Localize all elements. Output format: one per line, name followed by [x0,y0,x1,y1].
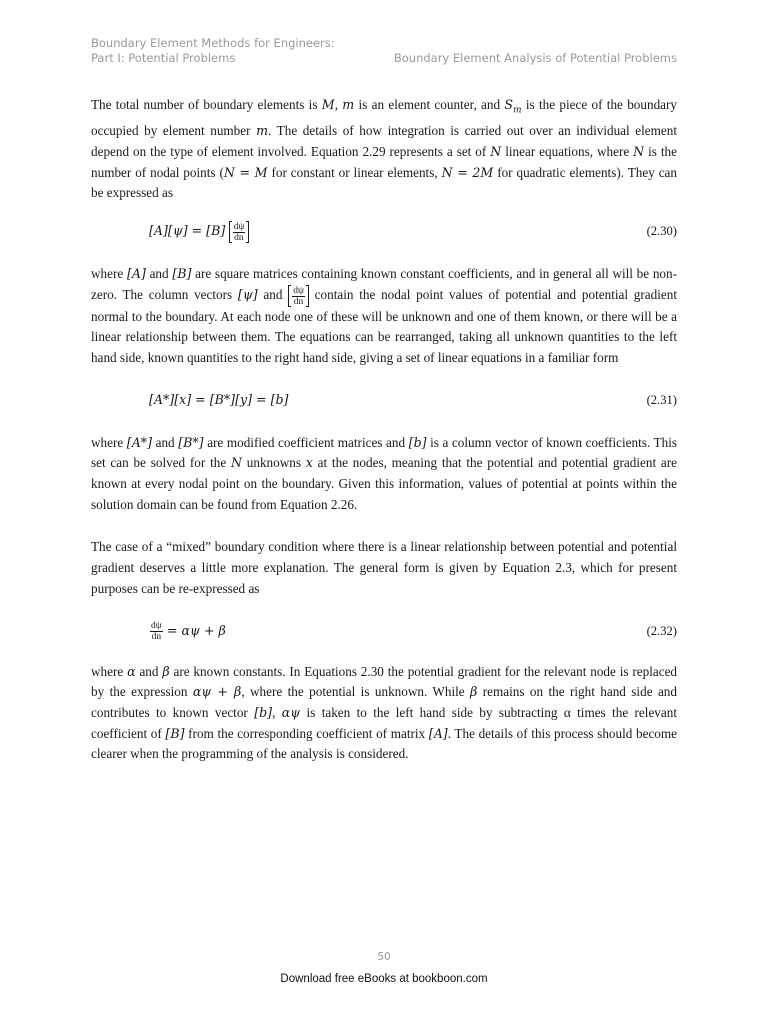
math: [A][ψ] = [B] [149,223,226,239]
math: = αψ + β [167,622,226,638]
text: , [272,705,282,720]
download-link[interactable]: Download free eBooks at bookboon.com [280,973,488,985]
text: is a column vector of known coefficients. This set can be solved for the [91,434,677,471]
math: [B] [172,266,192,282]
equation-number: (2.31) [646,392,677,407]
equation-2-30 [91,220,677,242]
text: where [91,266,127,282]
header-part: Part I: Potential Problems [91,51,236,65]
text: for quadratic elements). They can be expressed as [91,164,677,201]
math: [ψ] [237,286,258,302]
header-chapter: Boundary Element Analysis of Potential Problems [393,51,677,65]
text: at the nodes, meaning that the potential and potential gradient are known at every nodal point on the boundary. Given this information, values of potential at points within the solution domain can be found from Equation 2.26. [91,455,677,512]
text: from the corresponding coefficient of matrix [184,725,429,741]
text: and [152,434,179,450]
page-number: 50 [377,951,391,963]
math: N [633,144,645,160]
derivative-vector [288,285,309,306]
paragraph-4 [91,537,677,599]
equation-2-32 [91,620,677,642]
fraction-numerator: dψ [233,222,245,233]
equation-number: (2.30) [646,224,677,239]
page-header [91,36,677,68]
fraction-denominator: dn [234,233,244,244]
math-subscript: m [513,105,522,116]
text: is the piece of the boundary occupied by element number [91,97,678,139]
text: , [334,97,343,112]
text: is the number of nodal points ( [91,144,677,180]
fraction [150,621,163,642]
math: [b] [408,434,427,450]
fraction-numerator: dψ [151,621,162,632]
text: are known constants. In Equations 2.30 the potential gradient for the relevant node is replaced by the expression [91,663,678,700]
fraction [292,286,305,307]
math: N [490,144,502,160]
paragraph-1 [91,95,677,204]
math: [B*] [178,434,204,450]
text: are square matrices containing known constant coefficients, and in general all will be non-zero. The column vectors [91,266,678,302]
equation-2-31 [91,389,677,411]
math: N [230,455,242,471]
text: . The details of this process should become clearer when the programming of the analysis is considered. [91,725,678,762]
text: The case of a “mixed” boundary condition where there is a linear relationship between potential and potential gradient deserves a little more explanation. The general form is given by Equation 2.3, which for present purposes can be re-expressed as [91,539,677,596]
paragraph-3 [91,433,677,516]
fraction [233,222,246,243]
text: for constant or linear elements, [267,164,442,180]
math: S [504,97,514,112]
text: remains on the right hand side and contributes to known vector [91,684,677,720]
text: and [145,266,173,282]
math: β [470,684,478,700]
math: N = M [223,164,268,180]
header-book-title-block [91,36,335,66]
text: unknowns [241,455,306,471]
math: [A] [428,725,448,741]
equation-expression [149,220,249,243]
math: [A] [126,266,146,282]
math: α [127,663,136,679]
text: are modified coefficient matrices and [203,434,409,450]
text: and [257,286,289,302]
text: is an element counter, and [354,97,505,112]
fraction-denominator: dn [293,296,304,307]
header-book-title: Boundary Element Methods for Engineers: [91,36,335,50]
derivative-vector [229,221,250,243]
math: N = 2M [441,164,494,180]
text: The total number of boundary elements is [91,97,322,112]
equation-expression: [A*][x] = [B*][y] = [b] [149,391,289,407]
math: [b] [254,705,273,720]
math: m [342,97,355,112]
text: and [135,663,163,679]
math: x [305,455,313,471]
paragraph-5 [91,662,677,766]
math: [B] [165,725,185,741]
text: where [91,663,128,679]
equation-number: (2.32) [646,623,677,638]
text: where [91,434,127,450]
math: αψ + β [192,684,242,700]
page-body [91,95,677,765]
math: β [162,663,170,679]
text: linear equations, where [501,144,634,160]
fraction-denominator: dn [151,632,162,643]
equation-expression [149,620,226,642]
math: [A*] [126,434,153,450]
text: contain the nodal point values of potential and potential gradient normal to the boundary. At each node one of these will be unknown and one of them known, or there will be a linear relationship between them. The equations can be rearranged, taking all unknown quantities to the left hand side, known quantities to the right hand side, giving a set of linear equations in a familiar form [91,286,678,365]
math: m [256,123,269,139]
paragraph-2 [91,264,677,369]
text: is taken to the left hand side by subtracting α times the relevant coefficient of [91,705,678,741]
fraction-numerator: dψ [293,285,304,296]
math: M [321,97,335,112]
math: αψ [281,705,301,720]
text: . The details of how integration is carried out over an individual element depend on the type of element involved. Equation 2.29 represents a set of [91,123,678,160]
text: , where the potential is unknown. While [241,684,471,700]
